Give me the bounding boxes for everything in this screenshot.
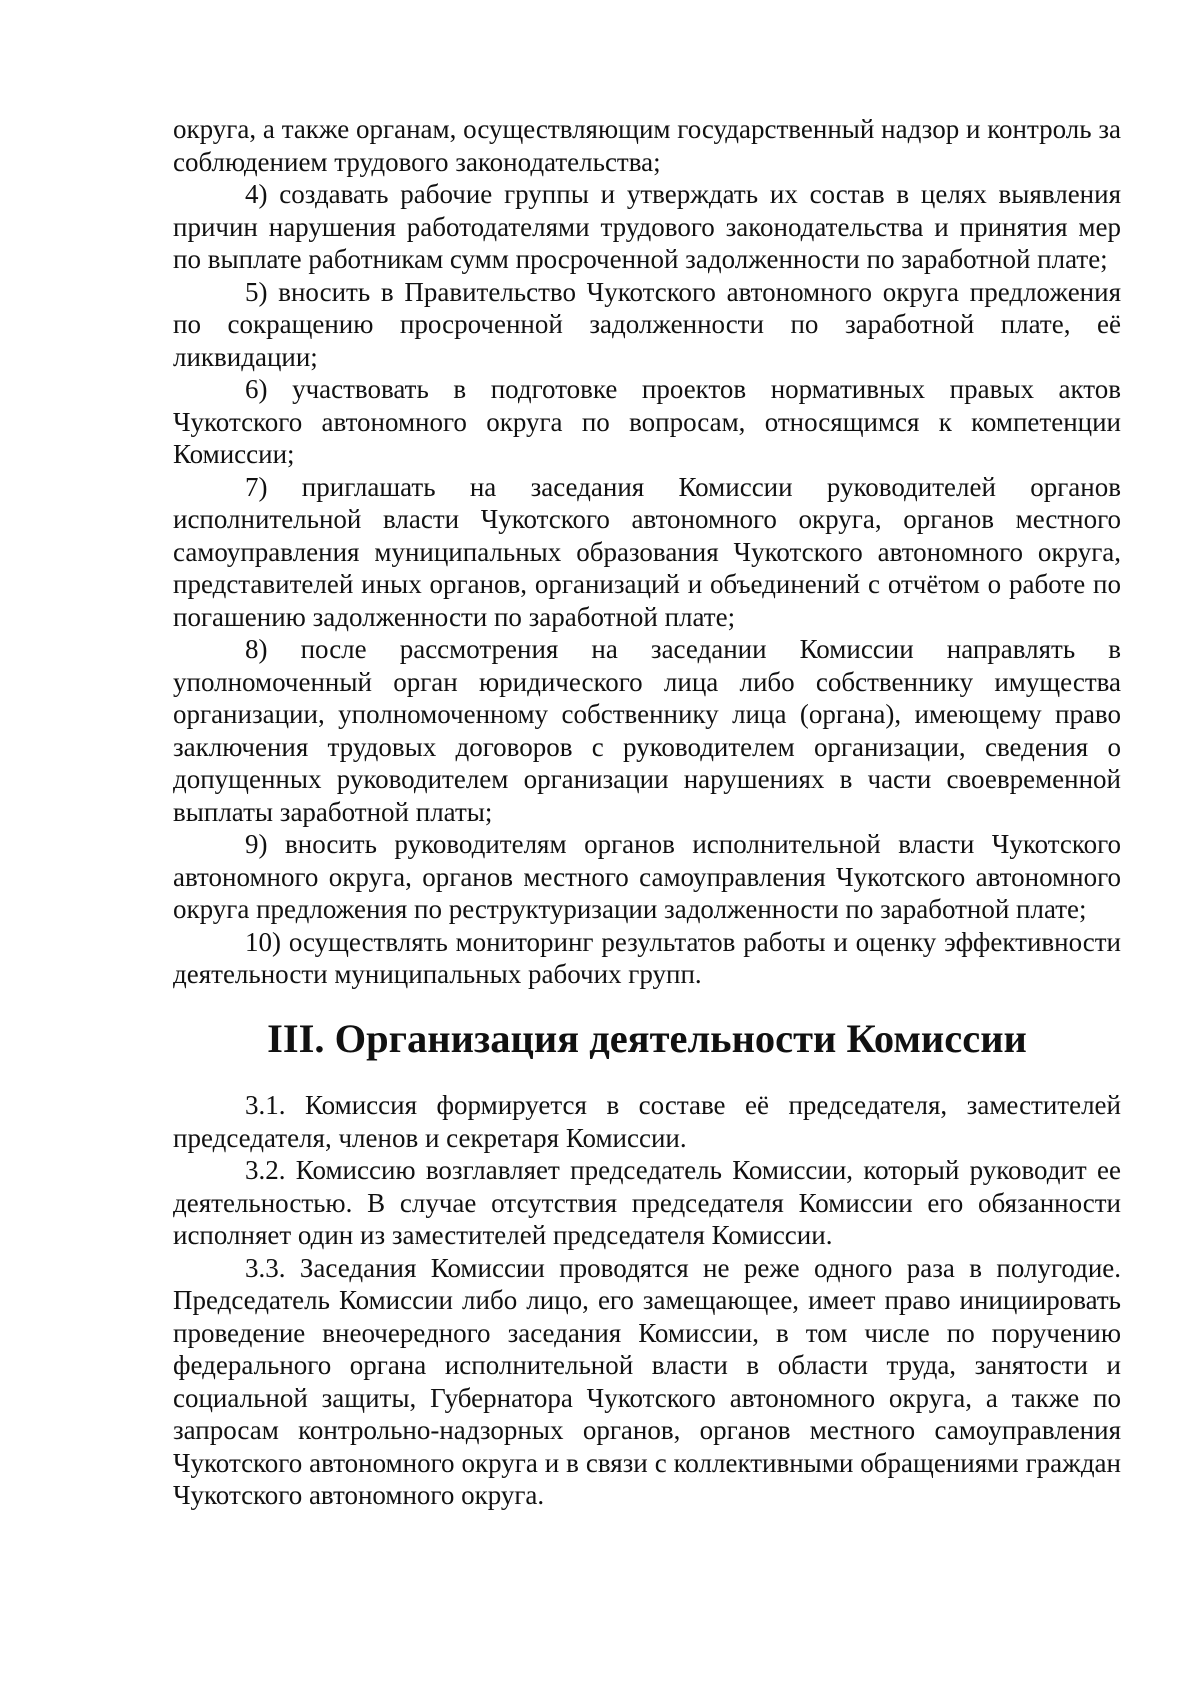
paragraph-continuation: округа, а также органам, осуществляющим государственный надзор и контроль за соблюдением трудового законодательства; bbox=[173, 114, 1121, 177]
paragraph-item-10: 10) осуществлять мониторинг результатов работы и оценку эффективности деятельности муниципальных рабочих групп. bbox=[173, 926, 1121, 989]
paragraph-3-1: 3.1. Комиссия формируется в составе её председателя, заместителей председателя, членов и секретаря Комиссии. bbox=[173, 1090, 1121, 1153]
document-page bbox=[173, 113, 1121, 1512]
paragraph-3-3: 3.3. Заседания Комиссии проводятся не реже одного раза в полугодие. Председатель Комиссии либо лицо, его замещающее, имеет право инициировать проведение внеочередного заседания Комиссии, в том числе по поручению федерального органа исполнительной власти в области труда, занятости и социальной защиты, Губернатора Чукотского автономного округа, а также по запросам контрольно-надзорных органов, органов местного самоуправления Чукотского автономного округа и в связи с коллективными обращениями граждан Чукотского автономного округа. bbox=[173, 1252, 1121, 1510]
rights-list bbox=[173, 113, 1121, 991]
paragraph-item-7: 7) приглашать на заседания Комиссии руководителей органов исполнительной власти Чукотского автономного округа, органов местного самоуправления муниципальных образования Чукотского автономного округа, представителей иных органов, организаций и объединений с отчётом о работе по погашению задолженности по заработной плате; bbox=[173, 471, 1121, 632]
paragraph-item-6: 6) участвовать в подготовке проектов нормативных правых актов Чукотского автономного округа по вопросам, относящимся к компетенции Комиссии; bbox=[173, 374, 1121, 469]
paragraph-item-9: 9) вносить руководителям органов исполнительной власти Чукотского автономного округа, органов местного самоуправления Чукотского автономного округа предложения по реструктуризации задолженности по заработной плате; bbox=[173, 829, 1121, 924]
paragraph-item-4: 4) создавать рабочие группы и утверждать их состав в целях выявления причин нарушения работодателями трудового законодательства и принятия мер по выплате работникам сумм просроченной задолженности по заработной плате; bbox=[173, 179, 1121, 274]
paragraph-item-8: 8) после рассмотрения на заседании Комиссии направлять в уполномоченный орган юридического лица либо собственнику имущества организации, уполномоченному собственнику лица (органа), имеющему право заключения трудовых договоров с руководителем организации, сведения о допущенных руководителем организации нарушениях в части своевременной выплаты заработной платы; bbox=[173, 634, 1121, 827]
paragraph-item-5: 5) вносить в Правительство Чукотского автономного округа предложения по сокращению просроченной задолженности по заработной плате, её ликвидации; bbox=[173, 276, 1121, 372]
organization-section bbox=[173, 1089, 1121, 1512]
section-heading: III. Организация деятельности Комиссии bbox=[267, 1015, 1027, 1061]
paragraph-3-2: 3.2. Комиссию возглавляет председатель Комиссии, который руководит ее деятельностью. В случае отсутствия председателя Комиссии его обязанности исполняет один из заместителей председателя Комиссии. bbox=[173, 1155, 1121, 1250]
